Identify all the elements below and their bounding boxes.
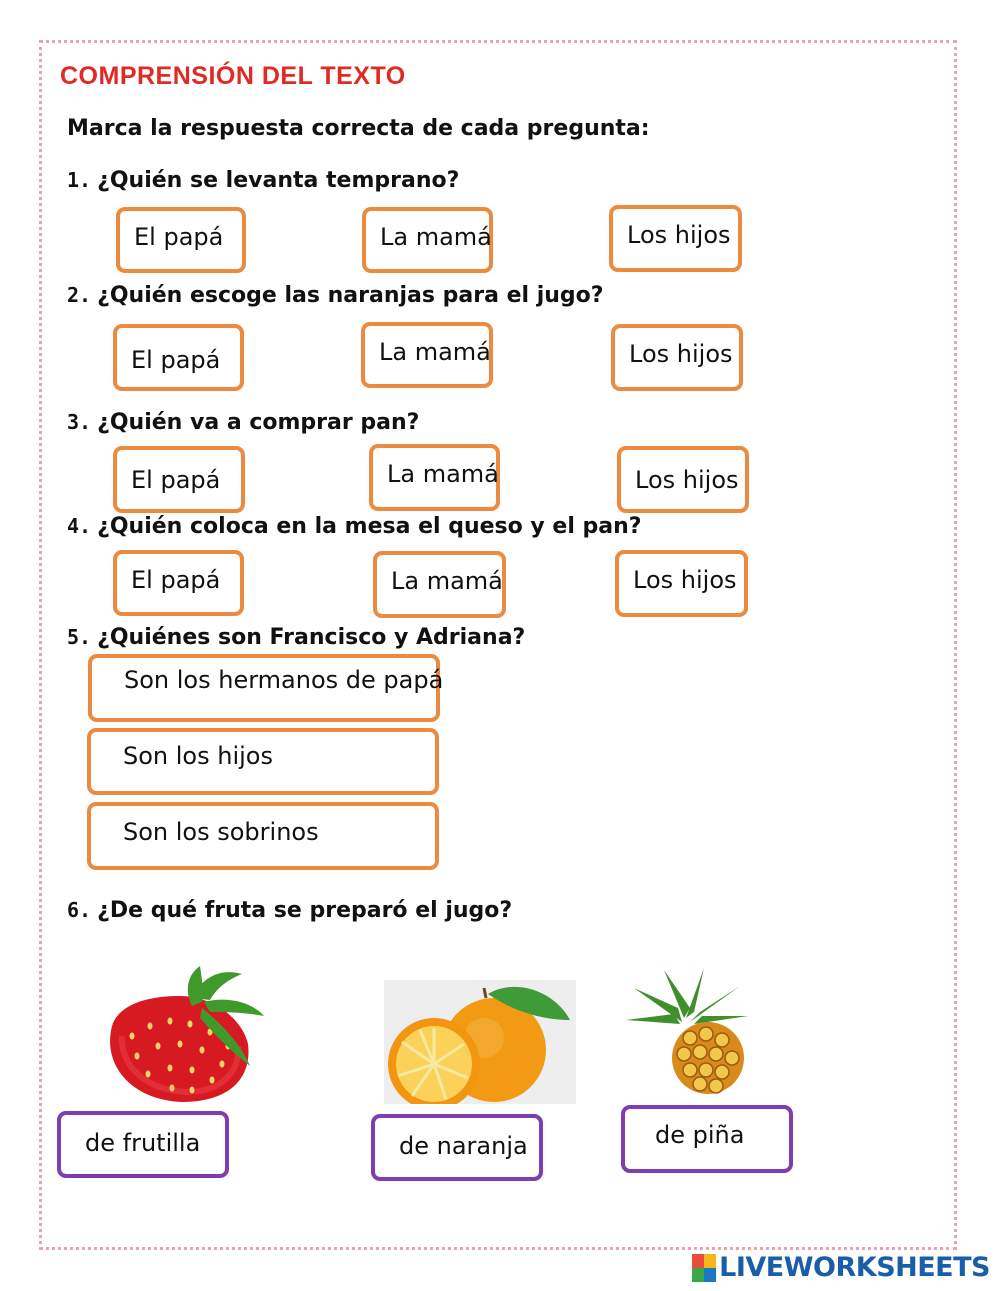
answer-option[interactable]: La mamá: [369, 444, 500, 511]
answer-option[interactable]: La mamá: [362, 207, 493, 273]
answer-option[interactable]: Son los sobrinos: [87, 802, 439, 870]
logo-text: LIVEWORKSHEETS: [719, 1252, 990, 1283]
question-text: ¿Quién coloca en la mesa el queso y el pan?: [97, 514, 642, 539]
question-number: 1.: [67, 168, 92, 192]
question-text: ¿Quiénes son Francisco y Adriana?: [97, 625, 526, 650]
liveworksheets-logo: [692, 1252, 990, 1283]
question-number: 2.: [67, 283, 92, 307]
pineapple-icon: [624, 968, 750, 1096]
answer-option[interactable]: Los hijos: [611, 324, 743, 391]
instruction-text: Marca la respuesta correcta de cada pregunta:: [67, 116, 650, 141]
question-6: [67, 898, 512, 923]
question-text: ¿Quién se levanta temprano?: [97, 168, 460, 193]
fruit-answer-option[interactable]: de frutilla: [57, 1111, 229, 1178]
answer-option[interactable]: Los hijos: [615, 550, 748, 617]
fruit-answer-option[interactable]: de naranja: [371, 1114, 543, 1181]
answer-option[interactable]: La mamá: [361, 322, 493, 388]
question-4: [67, 514, 642, 539]
question-text: ¿Quién escoge las naranjas para el jugo?: [97, 283, 604, 308]
question-3: [67, 410, 419, 435]
answer-option[interactable]: Los hijos: [617, 446, 749, 513]
answer-option[interactable]: Los hijos: [609, 205, 742, 272]
strawberry-icon: [92, 966, 268, 1106]
orange-icon: [384, 980, 576, 1104]
fruit-answer-option[interactable]: de piña: [621, 1105, 793, 1173]
question-text: ¿De qué fruta se preparó el jugo?: [97, 898, 513, 923]
question-5: [67, 625, 525, 650]
question-number: 5.: [67, 625, 92, 649]
answer-option[interactable]: El papá: [113, 446, 245, 513]
worksheet-title: COMPRENSIÓN DEL TEXTO: [60, 62, 406, 90]
answer-option[interactable]: La mamá: [373, 551, 506, 618]
question-2: [67, 283, 604, 308]
question-text: ¿Quién va a comprar pan?: [97, 410, 420, 435]
question-number: 3.: [67, 410, 92, 434]
question-number: 6.: [67, 898, 92, 922]
answer-option[interactable]: El papá: [113, 550, 244, 616]
question-1: [67, 168, 459, 193]
liveworksheets-logo-icon: [692, 1254, 716, 1282]
answer-option[interactable]: Son los hijos: [87, 728, 439, 795]
answer-option[interactable]: Son los hermanos de papá: [88, 654, 440, 722]
answer-option[interactable]: El papá: [116, 207, 246, 273]
answer-option[interactable]: El papá: [113, 324, 244, 391]
question-number: 4.: [67, 514, 92, 538]
